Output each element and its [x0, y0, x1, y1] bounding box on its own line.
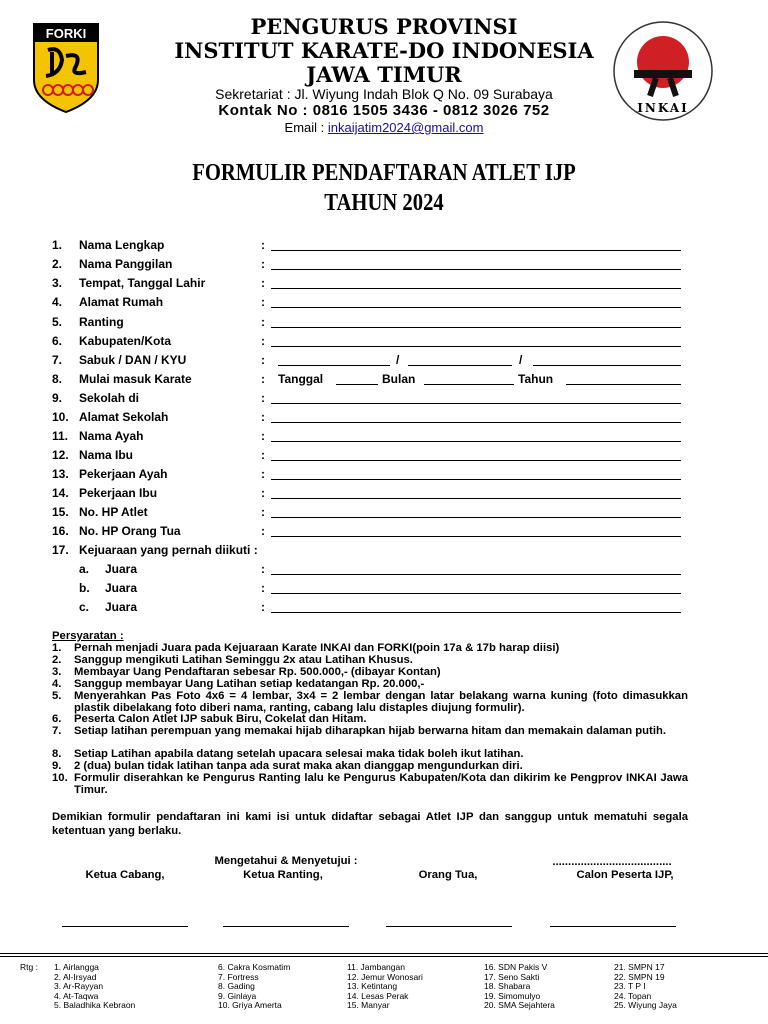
- requirement-text: Pernah menjadi Juara pada Kejuaraan Karate INKAI dan FORKI(poin 17a & 17b harap diisi): [74, 642, 560, 654]
- juara-letter: c.: [79, 600, 90, 614]
- field-input-line[interactable]: [271, 250, 681, 251]
- calon-peserta-label: Calon Peserta IJP,: [576, 869, 674, 881]
- field-label: Pekerjaan Ibu: [79, 486, 158, 500]
- field-input-line[interactable]: [271, 403, 681, 404]
- field-input-line[interactable]: [271, 327, 681, 328]
- field-number: 4.: [52, 295, 63, 309]
- form-year: TAHUN 2024: [324, 190, 444, 216]
- juara-label: Juara: [105, 600, 138, 614]
- field-colon: :: [261, 505, 265, 519]
- branch-item: 15. Manyar: [347, 1000, 390, 1010]
- requirement-text: Menyerahkan Pas Foto 4x6 = 4 lembar, 3x4 = 2 lembar dengan latar belakang warna kuning (foto dimasukkan plastik dibelakang foto diberi nama, ranting, cabang lalu distaples diujung formulir).: [74, 690, 688, 714]
- form-row: [52, 524, 692, 542]
- field-number: 1.: [52, 238, 63, 252]
- branch-column: [614, 963, 677, 1011]
- juara-input-line[interactable]: [271, 593, 681, 594]
- requirement-number: 4.: [52, 678, 62, 690]
- field-colon: :: [261, 581, 265, 595]
- org-line-1: PENGURUS PROVINSI: [250, 14, 518, 39]
- branch-item: 23. T P I: [614, 981, 646, 991]
- form-row: [52, 467, 692, 485]
- requirement-text: Setiap Latihan apabila datang setelah upacara selesai maka tidak boleh ikut latihan.: [74, 748, 524, 760]
- field-label: Sekolah di: [79, 391, 140, 405]
- footer-rule: [0, 953, 768, 954]
- bulan-input[interactable]: [424, 384, 514, 385]
- branch-item: 8. Gading: [218, 981, 255, 991]
- branch-column: [54, 963, 135, 1011]
- kyu-input[interactable]: [533, 365, 681, 366]
- requirement-text: Peserta Calon Atlet IJP sabuk Biru, Cokelat dan Hitam.: [74, 713, 367, 725]
- form-title: FORMULIR PENDAFTARAN ATLET IJP: [192, 160, 576, 186]
- org-line-3: JAWA TIMUR: [306, 62, 462, 87]
- field-number: 16.: [52, 524, 69, 538]
- requirement-text: Sanggup membayar Uang Latihan setiap kedatangan Rp. 20.000,-: [74, 678, 425, 690]
- orang-tua-label: Orang Tua,: [418, 869, 478, 881]
- field-label: Kabupaten/Kota: [79, 334, 172, 348]
- field-number: 2.: [52, 257, 63, 271]
- juara-row: [52, 581, 692, 599]
- sabuk-input[interactable]: [278, 365, 390, 366]
- field-label: Tempat, Tanggal Lahir: [79, 276, 206, 290]
- field-label: Nama Lengkap: [79, 238, 165, 252]
- requirement-number: 6.: [52, 713, 62, 725]
- form-row: [52, 315, 692, 333]
- form-row: [52, 238, 692, 256]
- field-colon: :: [261, 257, 265, 271]
- field-input-line[interactable]: [271, 479, 681, 480]
- field-colon: :: [261, 524, 265, 538]
- field-colon: :: [261, 600, 265, 614]
- field-label: Alamat Rumah: [79, 295, 164, 309]
- field-number: 13.: [52, 467, 69, 481]
- field-input-line[interactable]: [271, 536, 681, 537]
- branch-item: 18. Shabara: [484, 981, 531, 991]
- branch-column: [347, 963, 423, 1011]
- branch-item: 5. Baladhika Kebraon: [54, 1000, 136, 1010]
- field-number: 5.: [52, 315, 63, 329]
- field-colon: :: [261, 410, 265, 424]
- branch-item: 3. Ar-Rayyan: [54, 981, 104, 991]
- juara-letter: b.: [79, 581, 90, 595]
- field-number: 14.: [52, 486, 69, 500]
- field-label: Nama Ayah: [79, 429, 144, 443]
- branch-item: 7. Fortress: [218, 971, 259, 982]
- field-input-line[interactable]: [271, 517, 681, 518]
- field-number: 12.: [52, 448, 69, 462]
- branch-item: 12. Jemur Wonosari: [347, 971, 423, 982]
- branch-item: 10. Griya Amerta: [218, 1000, 282, 1010]
- tanggal-input[interactable]: [336, 384, 378, 385]
- signature-line-orang-tua[interactable]: [386, 926, 512, 927]
- requirement-item: [52, 773, 688, 796]
- field-label: No. HP Atlet: [79, 505, 148, 519]
- form-row: [52, 257, 692, 275]
- juara-input-line[interactable]: [271, 612, 681, 613]
- field-label: Nama Panggilan: [79, 257, 173, 271]
- branch-item: 14. Lesas Perak: [347, 990, 409, 1001]
- field-number: 17.: [52, 543, 69, 557]
- field-colon: :: [261, 334, 265, 348]
- branch-item: 17. Seno Sakti: [484, 971, 540, 982]
- tanggal-label: Tanggal: [278, 372, 324, 386]
- email-line: [0, 120, 768, 135]
- form-row: [52, 543, 692, 561]
- juara-label: Juara: [105, 562, 138, 576]
- email-label: Email :: [284, 120, 328, 135]
- field-colon: :: [261, 238, 265, 252]
- branch-column: [484, 963, 555, 1011]
- requirement-number: 1.: [52, 642, 62, 654]
- juara-letter: a.: [79, 562, 90, 576]
- field-colon: :: [261, 315, 265, 329]
- branch-item: 13. Ketintang: [347, 981, 398, 991]
- tahun-input[interactable]: [566, 384, 681, 385]
- email-link[interactable]: inkaijatim2024@gmail.com: [327, 120, 484, 135]
- dan-input[interactable]: [408, 365, 512, 366]
- ketua-ranting-label: Ketua Ranting,: [243, 869, 323, 881]
- field-label: Sabuk / DAN / KYU: [79, 353, 187, 367]
- address: Sekretariat : Jl. Wiyung Indah Blok Q No. 09 Surabaya: [215, 86, 553, 102]
- juara-label: Juara: [105, 581, 138, 595]
- field-input-line[interactable]: [271, 422, 681, 423]
- ketua-cabang-label: Ketua Cabang,: [85, 869, 165, 881]
- field-colon: :: [261, 562, 265, 576]
- field-label: No. HP Orang Tua: [79, 524, 181, 538]
- field-label: Mulai masuk Karate: [79, 372, 192, 386]
- field-input-line[interactable]: [271, 346, 681, 347]
- contact: Kontak No : 0816 1505 3436 - 0812 3026 752: [218, 102, 550, 119]
- place-date-dots: ......................................: [552, 856, 672, 868]
- tahun-label: Tahun: [518, 372, 554, 386]
- form-row: [52, 505, 692, 523]
- approval-heading: Mengetahui & Menyetujui :: [214, 855, 358, 867]
- requirement-text: Sanggup mengikuti Latihan Seminggu 2x atau Latihan Khusus.: [74, 654, 413, 666]
- requirement-text: Formulir diserahkan ke Pengurus Ranting lalu ke Pengurus Kabupaten/Kota dan dikirim ke Pengprov INKAI Jawa Timur.: [74, 772, 688, 796]
- field-number: 7.: [52, 353, 63, 367]
- field-colon: :: [261, 467, 265, 481]
- field-number: 15.: [52, 505, 69, 519]
- branch-column: [218, 963, 290, 1011]
- requirement-number: 8.: [52, 748, 62, 760]
- juara-row: [52, 562, 692, 580]
- field-input-line[interactable]: [271, 460, 681, 461]
- form-row: [52, 276, 692, 294]
- field-number: 3.: [52, 276, 63, 290]
- requirement-number: 2.: [52, 654, 62, 666]
- field-input-line[interactable]: [271, 269, 681, 270]
- requirements-title: Persyaratan :: [52, 630, 124, 642]
- field-number: 6.: [52, 334, 63, 348]
- branch-item: 6. Cakra Kosmatim: [218, 962, 291, 972]
- field-number: 8.: [52, 372, 63, 386]
- svg-text:INKAI: INKAI: [637, 101, 689, 115]
- field-input-line[interactable]: [271, 307, 681, 308]
- field-label: Nama Ibu: [79, 448, 134, 462]
- field-colon: :: [261, 372, 265, 386]
- form-row: [52, 295, 692, 313]
- form-row: [52, 334, 692, 352]
- signature-line-cabang[interactable]: [62, 926, 188, 927]
- field-colon: :: [261, 429, 265, 443]
- branch-item: 4. At-Taqwa: [54, 990, 99, 1001]
- branch-item: 16. SDN Pakis V: [484, 962, 548, 972]
- form-row: [52, 429, 692, 447]
- field-number: 11.: [52, 429, 69, 443]
- signature-line-ranting[interactable]: [223, 926, 349, 927]
- field-input-line[interactable]: [271, 441, 681, 442]
- juara-row: [52, 600, 692, 618]
- field-colon: :: [261, 276, 265, 290]
- branch-item: 25. Wiyung Jaya: [614, 1000, 677, 1010]
- footer-rule: [0, 956, 768, 957]
- form-row: [52, 353, 692, 371]
- svg-text:FORKI: FORKI: [45, 26, 87, 41]
- requirement-text: Setiap latihan perempuan yang memakai hijab diharapkan hijab berwarna hitam dan memakain dalaman putih.: [74, 725, 666, 737]
- field-colon: :: [261, 391, 265, 405]
- sabuk-separator: /: [396, 353, 400, 367]
- requirement-text: 2 (dua) bulan tidak latihan tanpa ada surat maka akan dianggap mengundurkan diri.: [74, 760, 523, 772]
- branch-item: 24. Topan: [614, 990, 652, 1001]
- field-colon: :: [261, 486, 265, 500]
- field-input-line[interactable]: [271, 498, 681, 499]
- juara-input-line[interactable]: [271, 574, 681, 575]
- form-row: [52, 448, 692, 466]
- branch-item: 21. SMPN 17: [614, 962, 665, 972]
- field-colon: :: [261, 353, 265, 367]
- bulan-label: Bulan: [382, 372, 416, 386]
- requirement-number: 7.: [52, 725, 62, 737]
- field-colon: :: [261, 295, 265, 309]
- field-label: Kejuaraan yang pernah diikuti :: [79, 543, 258, 557]
- branch-item: 1. Airlangga: [54, 962, 99, 972]
- branch-item: 19. Simomulyo: [484, 990, 541, 1001]
- field-colon: :: [261, 448, 265, 462]
- requirement-text: Membayar Uang Pendaftaran sebesar Rp. 500.000,- (dibayar Kontan): [74, 666, 441, 678]
- signature-line-calon[interactable]: [550, 926, 676, 927]
- form-row: [52, 372, 692, 390]
- requirement-number: 5.: [52, 690, 62, 702]
- field-number: 9.: [52, 391, 63, 405]
- requirement-item: [52, 726, 688, 749]
- branch-item: 20. SMA Sejahtera: [484, 1000, 555, 1010]
- branch-item: 11. Jambangan: [347, 962, 405, 972]
- field-input-line[interactable]: [271, 288, 681, 289]
- requirement-number: 3.: [52, 666, 62, 678]
- sabuk-separator: /: [519, 353, 523, 367]
- form-row: [52, 410, 692, 428]
- branch-item: 2. Al-Irsyad: [54, 971, 97, 982]
- field-label: Pekerjaan Ayah: [79, 467, 168, 481]
- form-row: [52, 486, 692, 504]
- field-number: 10.: [52, 410, 69, 424]
- field-label: Ranting: [79, 315, 124, 329]
- requirement-item: [52, 691, 688, 714]
- closing-statement: Demikian formulir pendaftaran ini kami isi untuk didaftar sebagai Atlet IJP dan sanggup untuk mematuhi segala ketentuan yang berlaku.: [52, 811, 688, 837]
- requirement-number: 10.: [52, 772, 68, 784]
- field-label: Alamat Sekolah: [79, 410, 169, 424]
- branch-list-label: Rtg :: [20, 962, 38, 972]
- form-row: [52, 391, 692, 409]
- requirement-number: 9.: [52, 760, 62, 772]
- org-line-2: INSTITUT KARATE-DO INDONESIA: [174, 38, 594, 63]
- branch-item: 9. Ginlaya: [218, 990, 257, 1001]
- branch-item: 22. SMPN 19: [614, 971, 665, 982]
